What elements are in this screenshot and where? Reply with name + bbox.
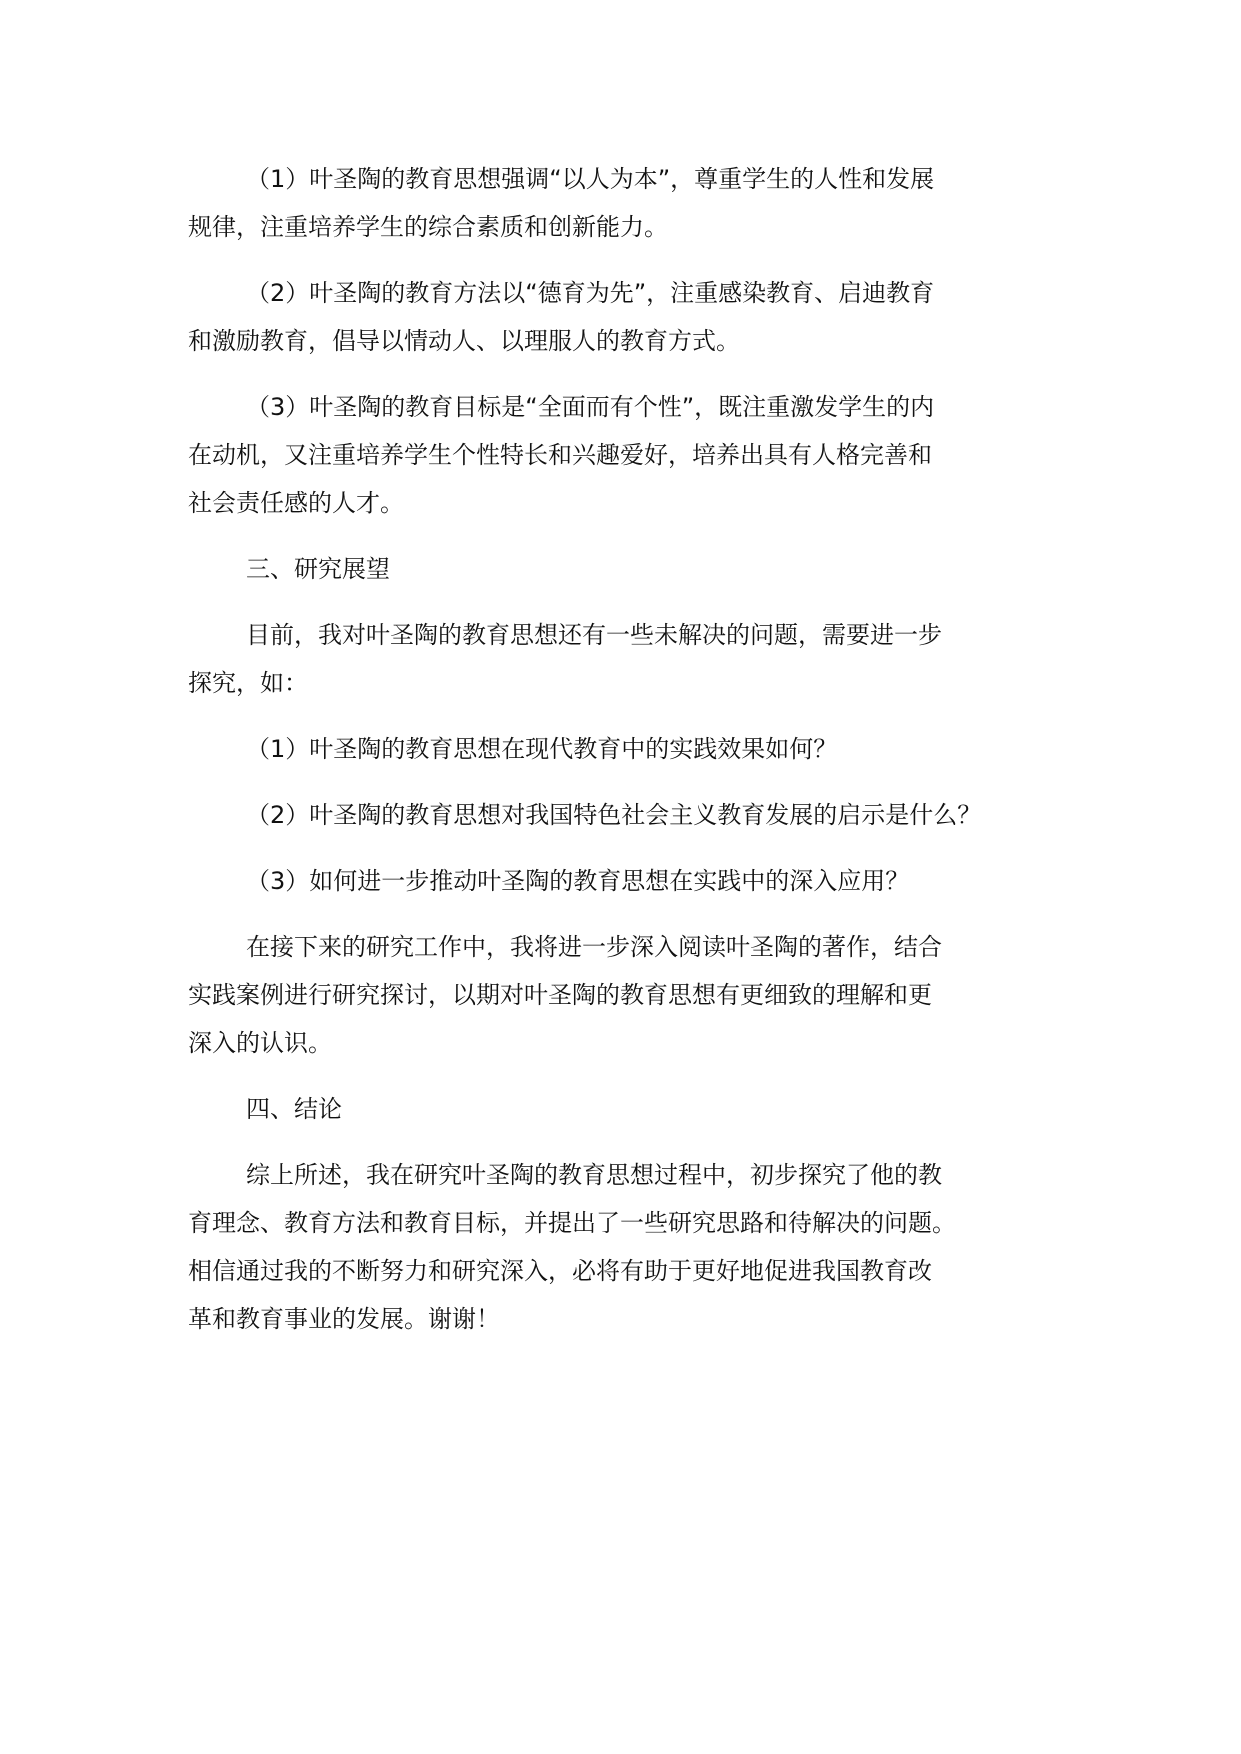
paragraph-line: 实践案例进行研究探讨，以期对叶圣陶的教育思想有更细致的理解和更 xyxy=(188,981,932,1009)
paragraph-line: （1）叶圣陶的教育思想强调“以人为本”，尊重学生的人性和发展 xyxy=(246,165,935,193)
paragraph-gap xyxy=(188,1067,1088,1085)
paragraph-next-steps xyxy=(188,923,1088,1067)
paragraph-line: 探究，如： xyxy=(188,669,308,697)
paragraph-line: （2）叶圣陶的教育方法以“德育为先”，注重感染教育、启迪教育 xyxy=(246,279,935,307)
paragraph-line: 目前，我对叶圣陶的教育思想还有一些未解决的问题，需要进一步 xyxy=(246,621,942,649)
heading-line: 三、研究展望 xyxy=(246,555,390,583)
paragraph-gap xyxy=(188,839,1088,857)
paragraph-gap xyxy=(188,593,1088,611)
paragraph-line: 相信通过我的不断努力和研究深入，必将有助于更好地促进我国教育改 xyxy=(188,1257,932,1285)
paragraph-philosophy xyxy=(188,155,1088,251)
paragraph-line: （3）叶圣陶的教育目标是“全面而有个性”，既注重激发学生的内 xyxy=(246,393,935,421)
paragraph-line: 社会责任感的人才。 xyxy=(188,489,404,517)
paragraph-line: 和激励教育，倡导以情动人、以理服人的教育方式。 xyxy=(188,327,740,355)
paragraph-goal xyxy=(188,383,1088,527)
paragraph-line: 在动机，又注重培养学生个性特长和兴趣爱好，培养出具有人格完善和 xyxy=(188,441,932,469)
paragraph-line: 革和教育事业的发展。谢谢！ xyxy=(188,1305,500,1333)
paragraph-line: （2）叶圣陶的教育思想对我国特色社会主义教育发展的启示是什么？ xyxy=(246,801,982,829)
paragraph-gap xyxy=(188,707,1088,725)
paragraph-line: （1）叶圣陶的教育思想在现代教育中的实践效果如何？ xyxy=(246,735,838,763)
paragraph-line: （3）如何进一步推动叶圣陶的教育思想在实践中的深入应用？ xyxy=(246,867,910,895)
paragraph-gap xyxy=(188,365,1088,383)
paragraph-gap xyxy=(188,251,1088,269)
heading-line: 四、结论 xyxy=(246,1095,342,1123)
section-heading-outlook xyxy=(188,545,1088,593)
paragraph-line: 规律，注重培养学生的综合素质和创新能力。 xyxy=(188,213,668,241)
paragraph-line: 综上所述，我在研究叶圣陶的教育思想过程中，初步探究了他的教 xyxy=(246,1161,942,1189)
paragraph-gap xyxy=(188,527,1088,545)
paragraph-gap xyxy=(188,773,1088,791)
paragraph-conclusion xyxy=(188,1151,1088,1343)
paragraph-outlook-intro xyxy=(188,611,1088,707)
question-item-3 xyxy=(188,857,1088,905)
paragraph-line: 深入的认识。 xyxy=(188,1029,332,1057)
section-heading-conclusion xyxy=(188,1085,1088,1133)
paragraph-gap xyxy=(188,1133,1088,1151)
document-body xyxy=(188,155,1088,1343)
paragraph-gap xyxy=(188,905,1088,923)
paragraph-line: 育理念、教育方法和教育目标，并提出了一些研究思路和待解决的问题。 xyxy=(188,1209,956,1237)
question-item-2 xyxy=(188,791,1088,839)
question-item-1 xyxy=(188,725,1088,773)
paragraph-line: 在接下来的研究工作中，我将进一步深入阅读叶圣陶的著作，结合 xyxy=(246,933,942,961)
paragraph-method xyxy=(188,269,1088,365)
